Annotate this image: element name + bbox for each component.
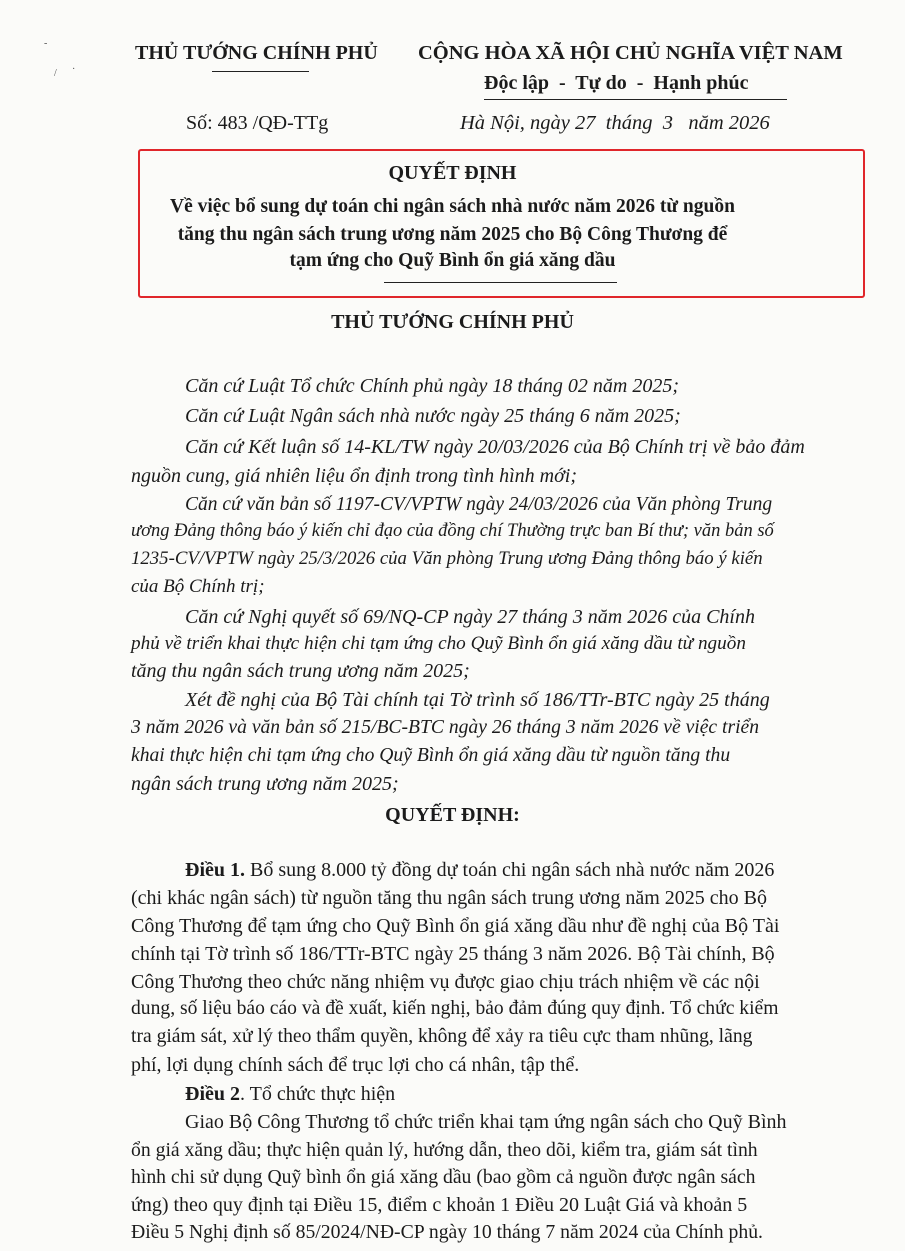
preamble-line: ngân sách trung ương năm 2025; <box>131 773 399 795</box>
authority-heading: THỦ TƯỚNG CHÍNH PHỦ <box>331 311 574 333</box>
agency-name: THỦ TƯỚNG CHÍNH PHỦ <box>135 42 378 64</box>
place-date: Hà Nội, ngày 27 tháng 3 năm 2026 <box>460 112 770 134</box>
article-2-line: hình chi sử dụng Quỹ bình ổn giá xăng dầu (bao gồm cả nguồn được ngân sách <box>131 1166 756 1188</box>
preamble-line: 3 năm 2026 và văn bản số 215/BC-BTC ngày 26 tháng 3 năm 2026 về việc triển <box>131 717 760 738</box>
article-1-label: Điều 1. <box>185 859 245 881</box>
preamble-line: Xét đề nghị của Bộ Tài chính tại Tờ trình số 186/TTr-BTC ngày 25 tháng <box>185 689 770 711</box>
scan-speck: / <box>54 68 57 79</box>
decision-heading: QUYẾT ĐỊNH <box>388 162 517 184</box>
article-2-label: Điều 2 <box>185 1083 240 1105</box>
article-2-line: Điều 5 Nghị định số 85/2024/NĐ-CP ngày 10 tháng 7 năm 2024 của Chính phủ. <box>131 1221 763 1243</box>
article-1-line: phí, lợi dụng chính sách để trục lợi cho cá nhân, tập thể. <box>131 1054 580 1076</box>
scan-speck: - <box>44 38 48 49</box>
document-number: Số: 483 /QĐ-TTg <box>186 112 329 134</box>
article-1-text: Bổ sung 8.000 tỷ đồng dự toán chi ngân sách nhà nước năm 2026 <box>245 859 775 881</box>
article-1-line: tra giám sát, xử lý theo thẩm quyền, không để xảy ra tiêu cực tham nhũng, lãng <box>131 1026 753 1047</box>
preamble-line: phủ về triển khai thực hiện chi tạm ứng cho Quỹ Bình ổn giá xăng dầu từ nguồn <box>131 633 746 654</box>
motto-underline <box>484 99 787 100</box>
scan-speck: · <box>72 64 76 75</box>
article-2-line: ứng) theo quy định tại Điều 15, điểm c khoản 1 Điều 20 Luật Giá và khoản 5 <box>131 1194 748 1216</box>
preamble-line: Căn cứ Luật Tổ chức Chính phủ ngày 18 tháng 02 năm 2025; <box>185 375 680 397</box>
title-underline <box>384 282 617 283</box>
article-1-first-line <box>185 859 774 882</box>
decision-section-heading: QUYẾT ĐỊNH: <box>385 804 520 826</box>
preamble-line: của Bộ Chính trị; <box>131 576 265 597</box>
preamble-line: Căn cứ Luật Ngân sách nhà nước ngày 25 tháng 6 năm 2025; <box>185 405 681 427</box>
preamble-line: khai thực hiện chi tạm ứng cho Quỹ Bình ổn giá xăng dầu từ nguồn tăng thu <box>131 745 731 766</box>
preamble-line: 1235-CV/VPTW ngày 25/3/2026 của Văn phòng Trung ương Đảng thông báo ý kiến <box>131 548 763 569</box>
preamble-line: Căn cứ Kết luận số 14-KL/TW ngày 20/03/2026 của Bộ Chính trị về bảo đảm <box>185 436 805 458</box>
subject-line-3: tạm ứng cho Quỹ Bình ổn giá xăng dầu <box>289 250 616 271</box>
article-1-line: Công Thương theo chức năng nhiệm vụ được giao chịu trách nhiệm về các nội <box>131 971 760 993</box>
preamble-line: ương Đảng thông báo ý kiến chỉ đạo của đồng chí Thường trực ban Bí thư; văn bản số <box>131 521 774 541</box>
article-2-line: Giao Bộ Công Thương tổ chức triển khai tạm ứng ngân sách cho Quỹ Bình <box>185 1111 787 1133</box>
article-1-line: (chi khác ngân sách) từ nguồn tăng thu ngân sách trung ương năm 2025 cho Bộ <box>131 887 768 909</box>
preamble-line: tăng thu ngân sách trung ương năm 2025; <box>131 660 470 682</box>
article-1-line: dung, số liệu báo cáo và đề xuất, kiến nghị, bảo đảm đúng quy định. Tổ chức kiểm <box>131 998 779 1019</box>
article-2-title: . Tổ chức thực hiện <box>240 1083 396 1105</box>
preamble-line: nguồn cung, giá nhiên liệu ổn định trong tình hình mới; <box>131 465 578 487</box>
agency-underline <box>212 71 309 72</box>
article-2-line: ổn giá xăng dầu; thực hiện quản lý, hướng dẫn, theo dõi, kiểm tra, giám sát tình <box>131 1139 758 1161</box>
preamble-line: Căn cứ văn bản số 1197-CV/VPTW ngày 24/03/2026 của Văn phòng Trung <box>185 494 773 515</box>
article-1-line: Công Thương để tạm ứng cho Quỹ Bình ổn giá xăng dầu như đề nghị của Bộ Tài <box>131 915 780 937</box>
nation-name: CỘNG HÒA XÃ HỘI CHỦ NGHĨA VIỆT NAM <box>418 42 843 64</box>
national-motto: Độc lập - Tự do - Hạnh phúc <box>484 72 749 94</box>
subject-line-2: tăng thu ngân sách trung ương năm 2025 cho Bộ Công Thương để <box>177 224 728 245</box>
article-2-heading <box>185 1083 395 1106</box>
preamble-line: Căn cứ Nghị quyết số 69/NQ-CP ngày 27 tháng 3 năm 2026 của Chính <box>185 606 755 628</box>
article-1-line: chính tại Tờ trình số 186/TTr-BTC ngày 25 tháng 3 năm 2026. Bộ Tài chính, Bộ <box>131 943 775 965</box>
subject-line-1: Về việc bổ sung dự toán chi ngân sách nhà nước năm 2026 từ nguồn <box>170 196 735 217</box>
